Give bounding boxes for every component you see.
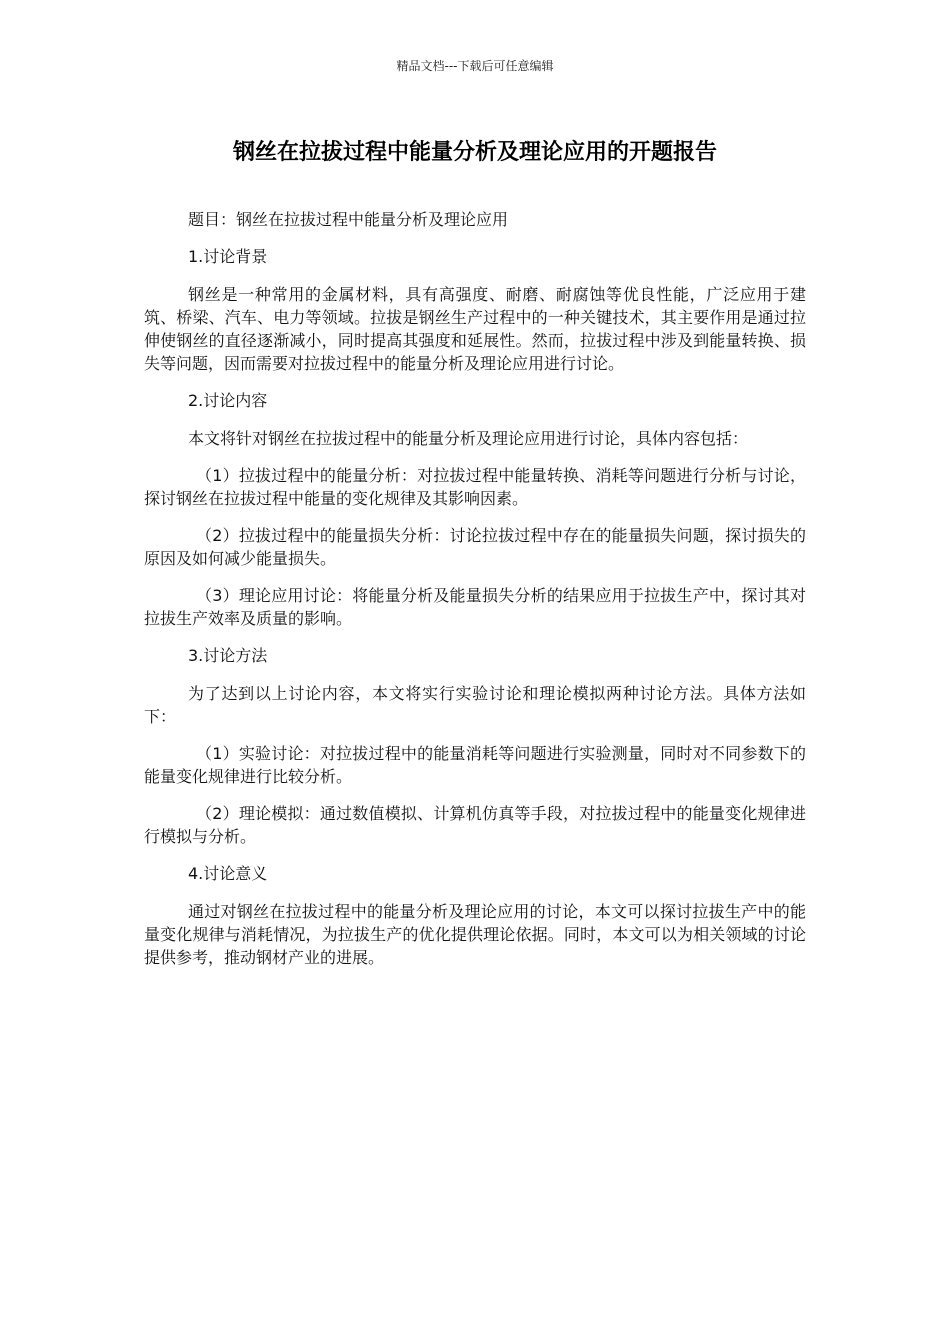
section-heading-significance: 4.讨论意义 [188, 864, 268, 883]
content-item-3: （3）理论应用讨论：将能量分析及能量损失分析的结果应用于拉拔生产中，探讨其对拉拔生产效率及质量的影响。 [144, 586, 806, 628]
method-item-2: （2）理论模拟：通过数值模拟、计算机仿真等手段，对拉拔过程中的能量变化规律进行模拟与分析。 [144, 804, 806, 846]
method-item-1: （1）实验讨论：对拉拔过程中的能量消耗等问题进行实验测量，同时对不同参数下的能量变化规律进行比较分析。 [144, 744, 806, 786]
methods-intro-paragraph: 为了达到以上讨论内容，本文将实行实验讨论和理论模拟两种讨论方法。具体方法如下： [144, 684, 806, 726]
document-title: 钢丝在拉拔过程中能量分析及理论应用的开题报告 [232, 140, 717, 165]
content-item-1: （1）拉拔过程中的能量分析：对拉拔过程中能量转换、消耗等问题进行分析与讨论，探讨钢丝在拉拔过程中能量的变化规律及其影响因素。 [144, 466, 806, 508]
topic-line: 题目：钢丝在拉拔过程中能量分析及理论应用 [188, 210, 509, 229]
document-body [144, 208, 806, 983]
background-paragraph: 钢丝是一种常用的金属材料，具有高强度、耐磨、耐腐蚀等优良性能，广泛应用于建筑、桥梁、汽车、电力等领域。拉拔是钢丝生产过程中的一种关键技术，其主要作用是通过拉伸使钢丝的直径逐渐减小，同时提高其强度和延展性。然而，拉拔过程中涉及到能量转换、损失等问题，因而需要对拉拔过程中的能量分析及理论应用进行讨论。 [144, 285, 806, 373]
content-intro-paragraph: 本文将针对钢丝在拉拔过程中的能量分析及理论应用进行讨论，具体内容包括： [188, 429, 749, 448]
content-item-2: （2）拉拔过程中的能量损失分析：讨论拉拔过程中存在的能量损失问题，探讨损失的原因及如何减少能量损失。 [144, 526, 806, 568]
section-heading-background: 1.讨论背景 [188, 247, 268, 266]
significance-paragraph: 通过对钢丝在拉拔过程中的能量分析及理论应用的讨论，本文可以探讨拉拔生产中的能量变化规律与消耗情况，为拉拔生产的优化提供理论依据。同时，本文可以为相关领域的讨论提供参考，推动钢材产业的进展。 [144, 902, 806, 967]
page-header: 精品文档---下载后可任意编辑 [396, 59, 554, 73]
section-heading-content: 2.讨论内容 [188, 391, 268, 410]
section-heading-methods: 3.讨论方法 [188, 646, 268, 665]
